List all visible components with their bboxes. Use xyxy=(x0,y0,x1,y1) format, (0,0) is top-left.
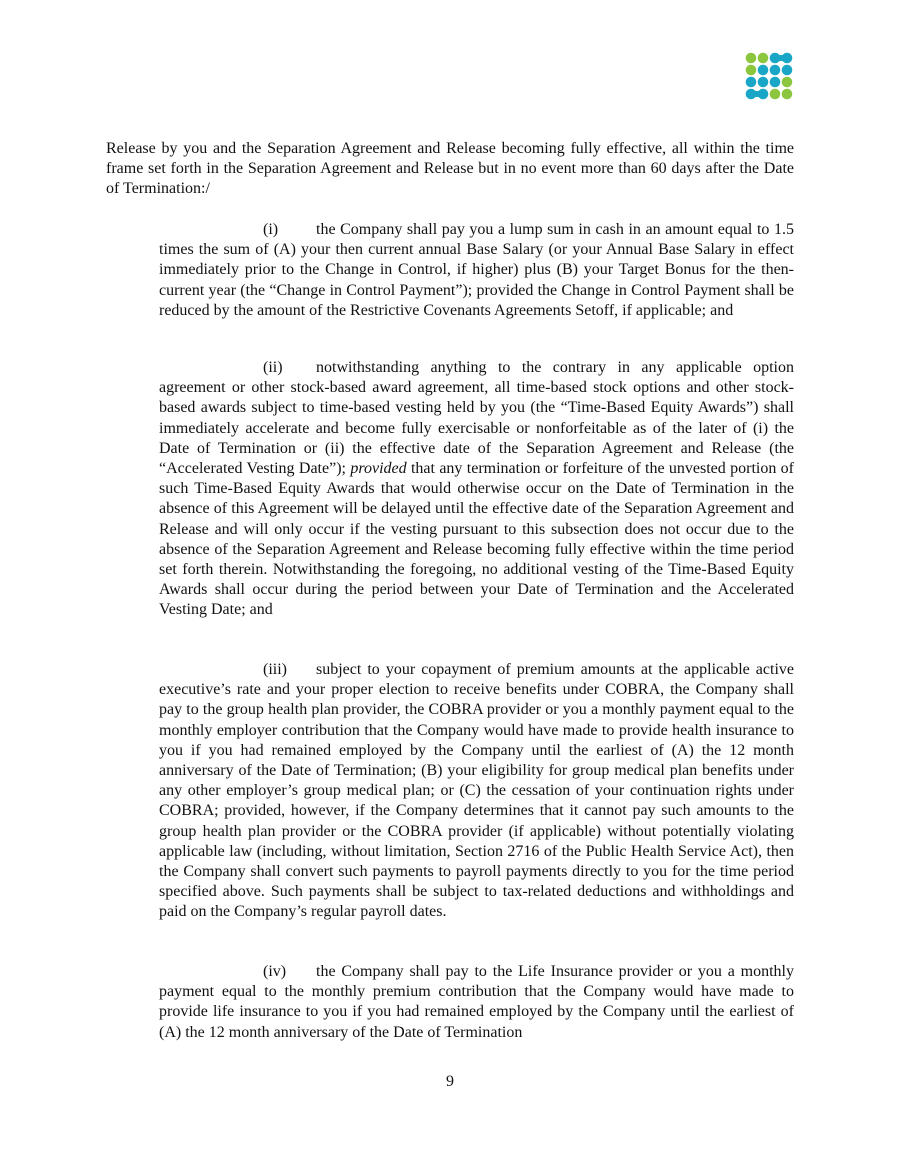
page-number: 9 xyxy=(446,1073,454,1090)
clause-iii xyxy=(159,660,794,923)
clause-text-part-b: that any termination or forfeiture of the unvested portion of such Time-Based Equity Awards that would otherwise occur on the Date of Termination in the absence of this Agreement will be delayed until the effective date of the Separation Agreement and Release and will only occur if the vesting pursuant to this subsection does not occur due to the absence of the Separation Agreement and Release becoming fully effective within the time period set forth therein. Notwithstanding the foregoing, no additional vesting of the Time-Based Equity Awards shall occur during the period between your Date of Termination and the Accelerated Vesting Date; and xyxy=(159,460,795,619)
clause-number: (i) xyxy=(263,221,279,238)
clause-ii xyxy=(159,358,794,621)
italic-provided: provided xyxy=(350,460,407,478)
clause-iv xyxy=(159,962,794,1043)
clause-text: the Company shall pay you a lump sum in cash in an amount equal to 1.5 times the sum of (A) your then current annual Base Salary (or your Annual Base Salary in effect immediately prior to the Change in Control, if higher) plus (B) your Target Bonus for the then-current year (the “Change in Control Payment”); provided the Change in Control Payment shall be reduced by the amount of the Restrictive Covenants Agreements Setoff, if applicable; and xyxy=(159,221,794,319)
intro-paragraph: Release by you and the Separation Agreement and Release becoming fully effective, all within the time frame set forth in the Separation Agreement and Release but in no event more than 60 days after the Date of Termination:/ xyxy=(106,140,794,198)
clause-i xyxy=(159,220,794,321)
clause-text: subject to your copayment of premium amounts at the applicable active executive’s rate and your proper election to receive benefits under COBRA, the Company shall pay to the group health plan provider, the COBRA provider or you a monthly payment equal to the monthly employer contribution that the Company would have made to provide health insurance to you if you had remained employed by the Company until the earliest of (A) the 12 month anniversary of the Date of Termination; (B) your eligibility for group medical plan benefits under any other employer’s group medical plan; or (C) the cessation of your continuation rights under COBRA; provided, however, if the Company determines that it cannot pay such amounts to the group health plan provider or the COBRA provider (if applicable) without potentially violating applicable law (including, without limitation, Section 2716 of the Public Health Service Act), then the Company shall convert such payments to payroll payments directly to you for the time period specified above. Such payments shall be subject to tax-related deductions and withholdings and paid on the Company’s regular payroll dates. xyxy=(159,661,794,921)
clause-text: the Company shall pay to the Life Insurance provider or you a monthly payment equal to the monthly premium contribution that the Company would have made to provide life insurance to you if you had remained employed by the Company until the earliest of (A) the 12 month anniversary of the Date of Termination xyxy=(159,963,794,1041)
clause-number: (ii) xyxy=(263,359,283,376)
logo-dots xyxy=(746,53,793,100)
clause-number: (iv) xyxy=(263,963,287,980)
clause-number: (iii) xyxy=(263,661,287,678)
dot-grid-logo-icon xyxy=(744,51,794,101)
clause-text-part-a: notwithstanding anything to the contrary in any applicable option agreement or other stock-based award agreement, all time-based stock options and other stock-based awards subject to time-based vesting held by you (the “Time-Based Equity Awards”) shall immediately accelerate and become fully exercisable or nonforfeitable as of the later of (i) the Date of Termination or (ii) the effective date of the Separation Agreement and Release (the “Accelerated Vesting Date”); xyxy=(159,359,794,478)
